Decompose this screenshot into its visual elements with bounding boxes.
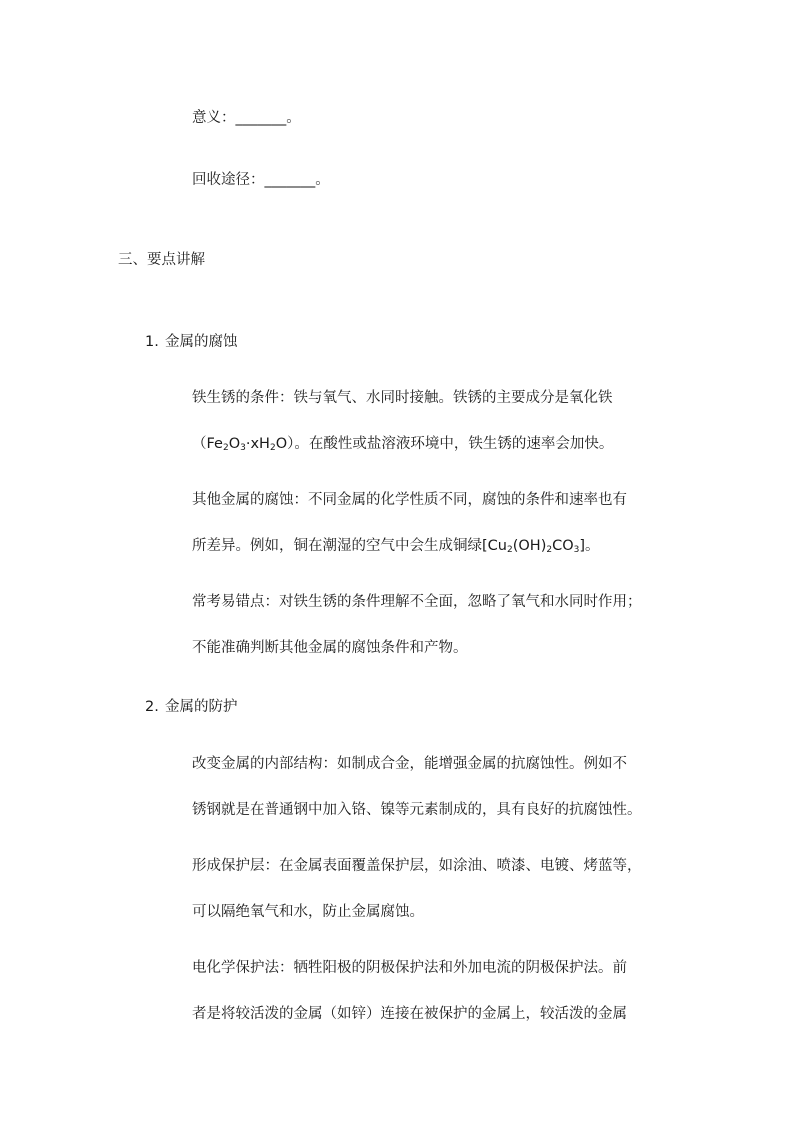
fill-in-meaning: 意义：_______。 bbox=[192, 110, 301, 126]
item-1-heading bbox=[145, 330, 238, 351]
fill-in-recycle: 回收途径：_______。 bbox=[192, 172, 330, 188]
paragraph-line: 者是将较活泼的金属（如锌）连接在被保护的金属上，较活泼的金属 bbox=[192, 1006, 627, 1022]
paragraph-electrochemical bbox=[192, 958, 692, 1050]
paragraph-line: 常考易错点：对铁生锈的条件理解不全面，忽略了氧气和水同时作用； bbox=[192, 594, 642, 610]
item-1-title: 金属的腐蚀 bbox=[165, 334, 238, 350]
item-2-heading bbox=[145, 695, 238, 716]
paragraph-internal-structure bbox=[192, 754, 692, 846]
paragraph-common-mistakes bbox=[192, 592, 692, 684]
paragraph-line: 铁生锈的条件：铁与氧气、水同时接触。铁锈的主要成分是氧化铁 bbox=[192, 390, 613, 406]
item-2-number: 2. bbox=[145, 699, 159, 715]
item-1-number: 1. bbox=[145, 334, 159, 350]
paragraph-line: 锈钢就是在普通钢中加入铬、镍等元素制成的，具有良好的抗腐蚀性。 bbox=[192, 802, 642, 818]
paragraph-line: 电化学保护法：牺牲阳极的阴极保护法和外加电流的阴极保护法。前 bbox=[192, 960, 627, 976]
paragraph-line: 不能准确判断其他金属的腐蚀条件和产物。 bbox=[192, 640, 468, 656]
item-2-title: 金属的防护 bbox=[165, 699, 238, 715]
paragraph-line: 其他金属的腐蚀：不同金属的化学性质不同，腐蚀的条件和速率也有 bbox=[192, 492, 627, 508]
paragraph-line: $(Fe_2O_3\cdot xH_2O)$。在酸性或盐溶液环境中，铁生锈的速率会加快。 bbox=[192, 436, 614, 453]
paragraph-line: 所差异。例如，铜在潮湿的空气中会生成铜绿$[Cu_2(OH)_2CO_3]$。 bbox=[192, 538, 600, 555]
paragraph-other-metals bbox=[192, 490, 692, 582]
paragraph-line: 形成保护层：在金属表面覆盖保护层，如涂油、喷漆、电镀、烤蓝等， bbox=[192, 858, 642, 874]
paragraph-line: 改变金属的内部结构：如制成合金，能增强金属的抗腐蚀性。例如不 bbox=[192, 756, 627, 772]
paragraph-rust-conditions bbox=[192, 388, 692, 480]
paragraph-protective-layer bbox=[192, 856, 692, 948]
section-title: 三、要点讲解 bbox=[118, 252, 205, 268]
paragraph-line: 可以隔绝氧气和水，防止金属腐蚀。 bbox=[192, 904, 424, 920]
